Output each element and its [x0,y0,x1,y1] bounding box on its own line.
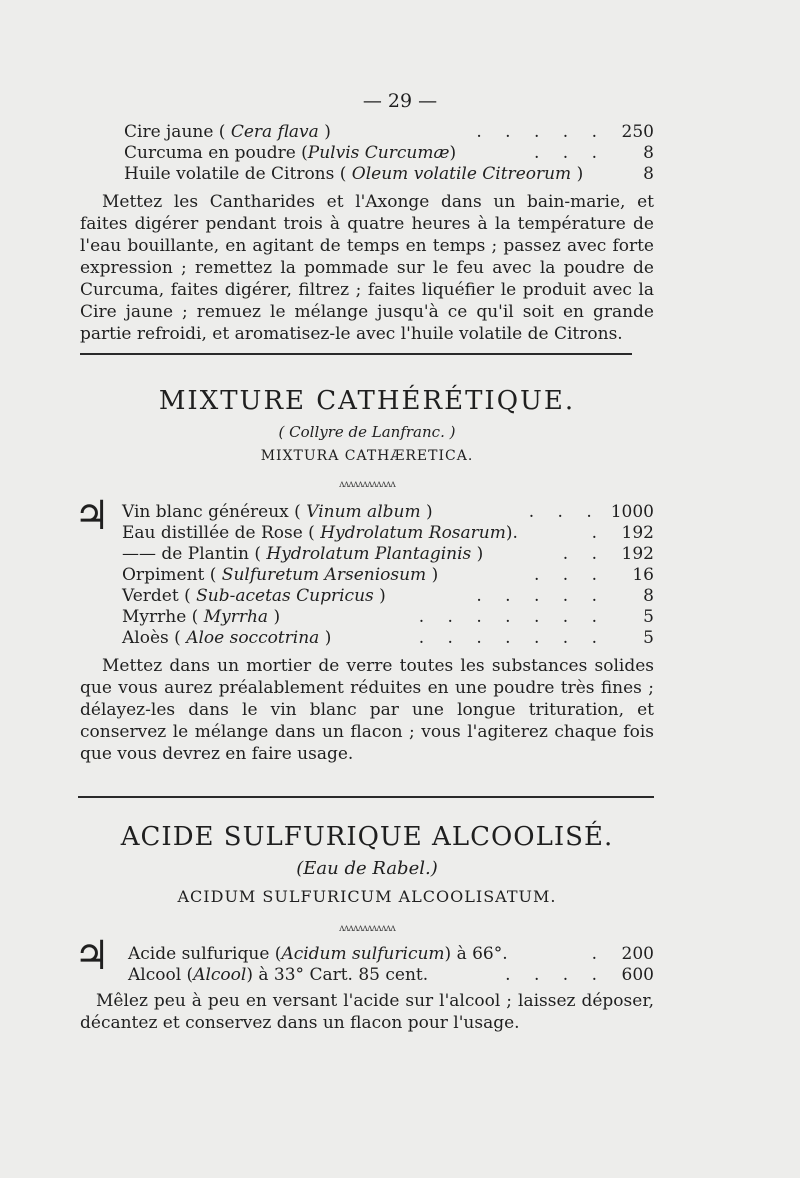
recipe-symbol-icon: ♃ [74,932,110,979]
quantity: 600 [621,965,654,985]
quantity: 192 [621,544,654,564]
ingredient-row: Cire jaune ( Cera flava ) . . . . . 250 [124,122,654,142]
quantity: 1000 [610,502,654,522]
recipe-title: MIXTURE CATHÉRÉTIQUE. [158,386,576,416]
ingredient-row: Alcool (Alcool) à 33° Cart. 85 cent. . . . . 600 [128,965,654,985]
ingredient-row: Verdet ( Sub-acetas Cupricus ) . . . . . 8 [122,586,654,606]
ingredient-row: Huile volatile de Citrons ( Oleum volatile Citreorum ) 8 [124,164,654,184]
ingredient-list [80,122,654,185]
recipe-subtitle: (Eau de Rabel.) [296,858,438,879]
ingredient-list [74,932,654,986]
section-divider [80,353,632,355]
instructions-paragraph: Mettez dans un mortier de verre toutes les substances solides que vous aurez préalablement réduites en une poudre très fines ; délayez-les dans le vin blanc par une longue trituration, et conservez le mélange dans un flacon ; vous l'agiterez chaque fois que vous devrez en faire usage. [80,656,654,764]
ingredient-row: Eau distillée de Rose ( Hydrolatum Rosarum). . 192 [122,523,654,543]
acide-recipe [74,822,654,1034]
quantity: 8 [643,143,654,163]
ingredient-row: Aloès ( Aloe soccotrina ) . . . . . . . 5 [122,628,654,648]
recipe-title: ACIDE SULFURIQUE ALCOOLISÉ. [120,822,614,852]
quantity: 8 [643,164,654,184]
ingredient-row: Orpiment ( Sulfuretum Arseniosum ) . . . 16 [122,565,654,585]
ingredient-row: Vin blanc généreux ( Vinum album ) . . . 1000 [122,502,654,522]
ingredient-list [74,492,654,649]
quantity: 192 [621,523,654,543]
quantity: 8 [643,586,654,606]
latin-title: ACIDUM SULFURICUM ALCOOLISATUM. [177,887,557,906]
recipe-symbol-icon: ♃ [74,492,110,539]
quantity: 5 [643,607,654,627]
ingredient-row: Myrrhe ( Myrrha ) . . . . . . . 5 [122,607,654,627]
ornament: ʌʌʌʌʌʌʌʌʌʌʌʌ [339,923,395,934]
ingredient-row: Curcuma en poudre (Pulvis Curcumæ) . . . 8 [124,143,654,163]
quantity: 16 [632,565,654,585]
page-number: — 29 — [362,90,438,112]
quantity: 5 [643,628,654,648]
ornament: ʌʌʌʌʌʌʌʌʌʌʌʌ [339,479,395,490]
recipe-subtitle: ( Collyre de Lanfranc. ) [278,423,456,441]
ingredient-row: Acide sulfurique (Acidum sulfuricum) à 66°. . 200 [128,944,654,964]
ingredient-row: —— de Plantin ( Hydrolatum Plantaginis ) . . 192 [122,544,654,564]
instructions-paragraph: Mettez les Cantharides et l'Axonge dans un bain-marie, et faites digérer pendant trois à quatre heures à la température de l'eau bouillante, en agitant de temps en temps ; passez avec forte expression ; remettez la pommade sur le feu avec la poudre de Curcuma, faites digérer, filtrez ; faites liquéfier le produit avec la Cire jaune ; remuez le mélange jusqu'à ce qu'il soit en grande partie refroidi, et aromatisez-le avec l'huile volatile de Citrons. [80,192,654,344]
quantity: 200 [621,944,654,964]
instructions-paragraph: Mêlez peu à peu en versant l'acide sur l'alcool ; laissez déposer, décantez et conservez dans un flacon pour l'usage. [80,991,654,1033]
mixture-recipe [74,386,654,765]
section-divider [78,796,654,798]
top-recipe [80,122,654,345]
quantity: 250 [621,122,654,142]
latin-title: MIXTURA CATHÆRETICA. [260,448,474,464]
